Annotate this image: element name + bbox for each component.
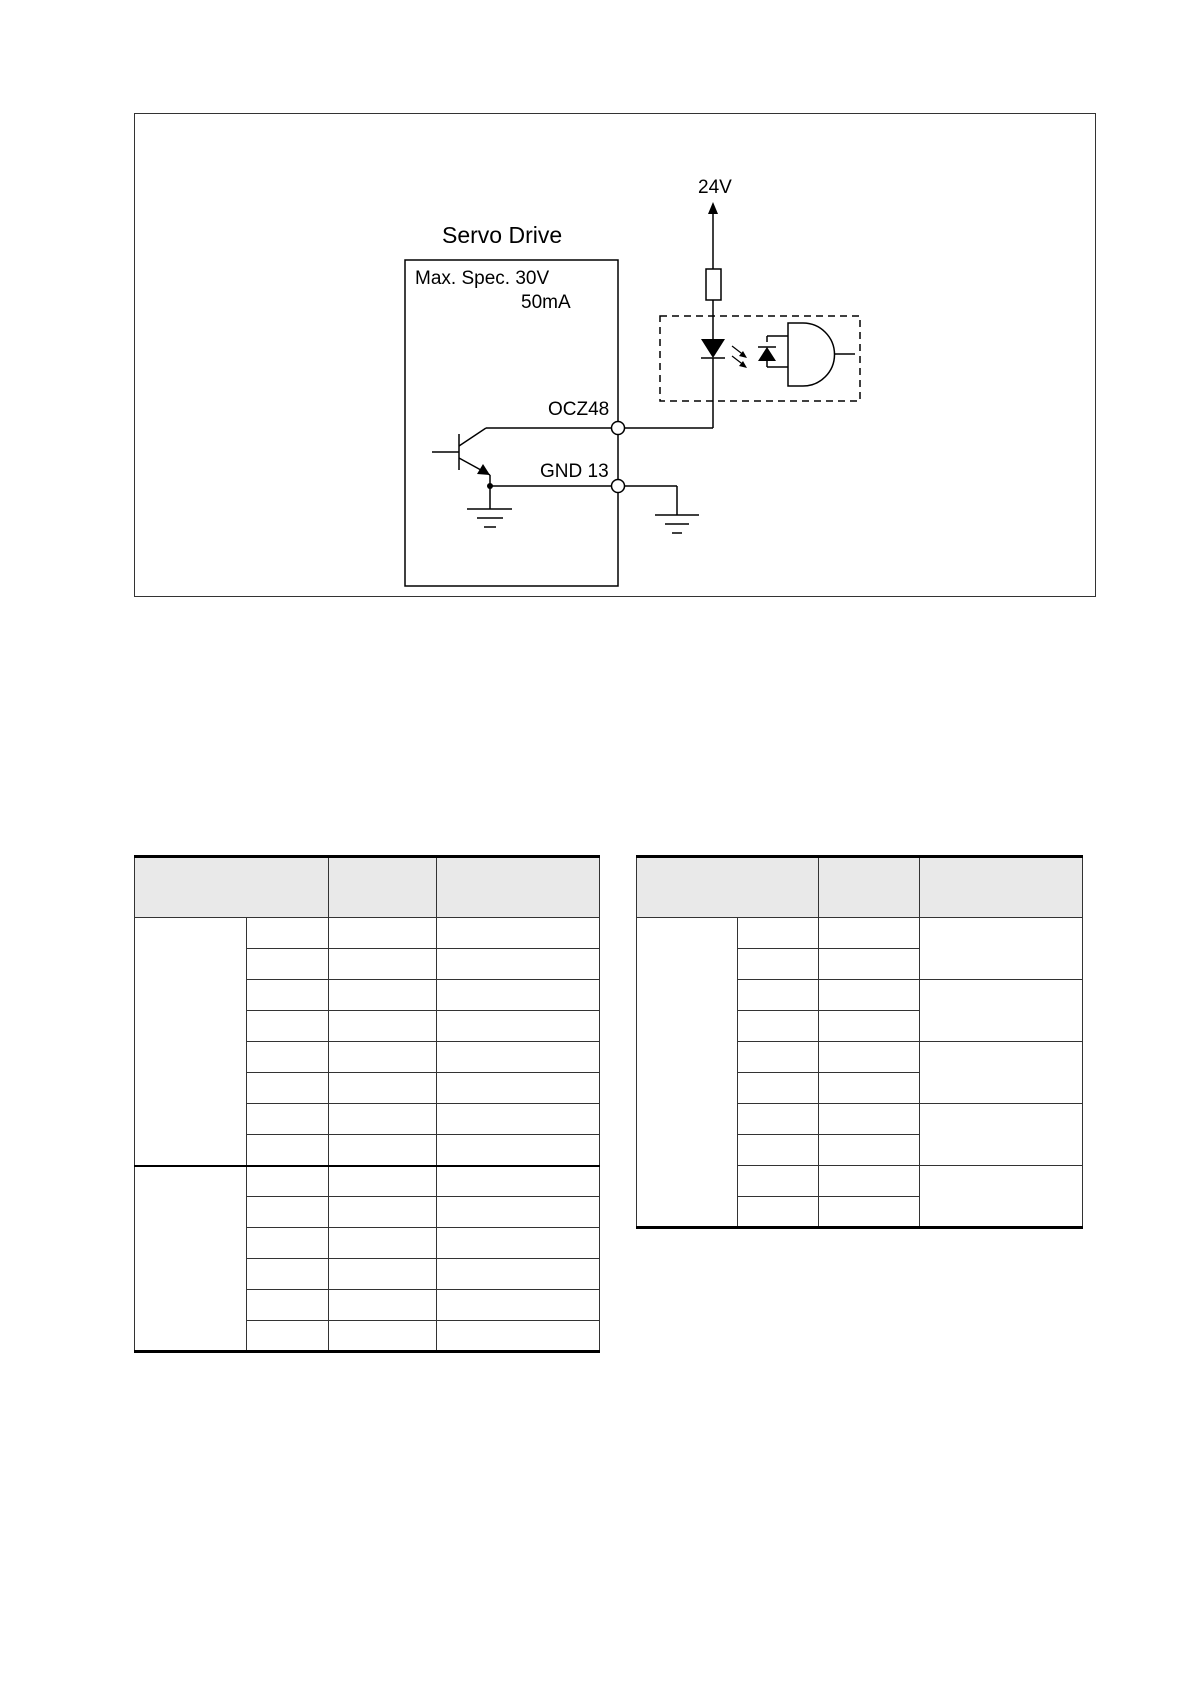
circuit-diagram — [134, 113, 1096, 597]
table-row — [637, 918, 1083, 949]
terminal-gnd13 — [612, 480, 625, 493]
table-cell — [819, 1042, 920, 1073]
header-cell — [637, 857, 819, 918]
group-cell — [135, 918, 247, 1166]
table-cell — [819, 1135, 920, 1166]
junction-dot — [487, 483, 493, 489]
table-left-header — [135, 857, 600, 918]
table-cell — [329, 918, 437, 949]
terminal-ocz48 — [612, 422, 625, 435]
table-cell — [738, 1197, 819, 1228]
header-cell — [329, 857, 437, 918]
table-row — [135, 918, 600, 949]
table-cell — [819, 980, 920, 1011]
table-cell — [738, 1073, 819, 1104]
table-cell — [247, 1166, 329, 1197]
table-cell — [437, 1321, 600, 1352]
table-cell — [738, 1166, 819, 1197]
table-cell — [247, 1042, 329, 1073]
servo-drive-box — [405, 260, 618, 586]
table-cell — [329, 1197, 437, 1228]
supply-voltage-label: 24V — [698, 177, 732, 198]
table-cell — [819, 949, 920, 980]
table-left — [134, 855, 600, 1353]
table-cell — [738, 1135, 819, 1166]
table-cell — [437, 1228, 600, 1259]
table-cell — [329, 1259, 437, 1290]
table-cell — [247, 1197, 329, 1228]
header-cell — [819, 857, 920, 918]
merged-cell — [920, 980, 1083, 1042]
table-cell — [329, 1166, 437, 1197]
pin-gnd13-label: GND 13 — [540, 461, 609, 482]
table-cell — [329, 1011, 437, 1042]
table-row — [135, 1166, 600, 1197]
max-spec-voltage-label: Max. Spec. 30V — [415, 268, 550, 289]
table-cell — [329, 949, 437, 980]
table-cell — [437, 1011, 600, 1042]
table-cell — [738, 1104, 819, 1135]
table-cell — [819, 1166, 920, 1197]
table-cell — [329, 1104, 437, 1135]
table-cell — [738, 980, 819, 1011]
led-icon — [701, 339, 725, 358]
table-cell — [437, 949, 600, 980]
table-cell — [329, 1228, 437, 1259]
circuit-svg — [135, 114, 1097, 598]
table-cell — [247, 1321, 329, 1352]
table-cell — [738, 1011, 819, 1042]
table-cell — [247, 1104, 329, 1135]
table-cell — [329, 1290, 437, 1321]
table-cell — [329, 980, 437, 1011]
table-cell — [819, 1197, 920, 1228]
table-cell — [819, 918, 920, 949]
table-cell — [437, 1135, 600, 1166]
ground-icon — [467, 509, 512, 527]
table-right-header — [637, 857, 1083, 918]
table-cell — [247, 1228, 329, 1259]
table-cell — [247, 918, 329, 949]
header-cell — [437, 857, 600, 918]
table-cell — [247, 1135, 329, 1166]
table-cell — [247, 1259, 329, 1290]
table-cell — [738, 918, 819, 949]
table-cell — [437, 1290, 600, 1321]
servo-drive-title: Servo Drive — [442, 222, 563, 248]
table-cell — [437, 1166, 600, 1197]
supply-arrow-icon — [708, 202, 718, 214]
merged-cell — [920, 1104, 1083, 1166]
max-spec-current-label: 50mA — [521, 292, 571, 313]
table-cell — [437, 918, 600, 949]
table-cell — [437, 1259, 600, 1290]
table-cell — [247, 1011, 329, 1042]
table-cell — [437, 1042, 600, 1073]
table-cell — [819, 1073, 920, 1104]
merged-cell — [920, 1166, 1083, 1228]
photodiode-icon — [758, 336, 788, 367]
table-cell — [437, 980, 600, 1011]
pin-ocz48-label: OCZ48 — [548, 399, 610, 420]
table-cell — [247, 980, 329, 1011]
table-cell — [247, 1073, 329, 1104]
table-cell — [247, 1290, 329, 1321]
table-cell — [329, 1073, 437, 1104]
and-gate-icon — [788, 323, 835, 386]
merged-cell — [920, 1042, 1083, 1104]
table-cell — [819, 1011, 920, 1042]
header-cell — [920, 857, 1083, 918]
table-cell — [437, 1104, 600, 1135]
table-cell — [329, 1135, 437, 1166]
resistor-icon — [706, 269, 721, 300]
table-cell — [819, 1104, 920, 1135]
group-cell — [135, 1166, 247, 1352]
table-cell — [437, 1197, 600, 1228]
merged-cell — [920, 918, 1083, 980]
group-cell — [637, 918, 738, 1228]
external-ground-icon — [655, 515, 699, 533]
table-cell — [738, 1042, 819, 1073]
table-cell — [247, 949, 329, 980]
header-cell — [135, 857, 329, 918]
table-cell — [329, 1042, 437, 1073]
table-cell — [437, 1073, 600, 1104]
table-cell — [738, 949, 819, 980]
table-right — [636, 855, 1083, 1229]
table-cell — [329, 1321, 437, 1352]
